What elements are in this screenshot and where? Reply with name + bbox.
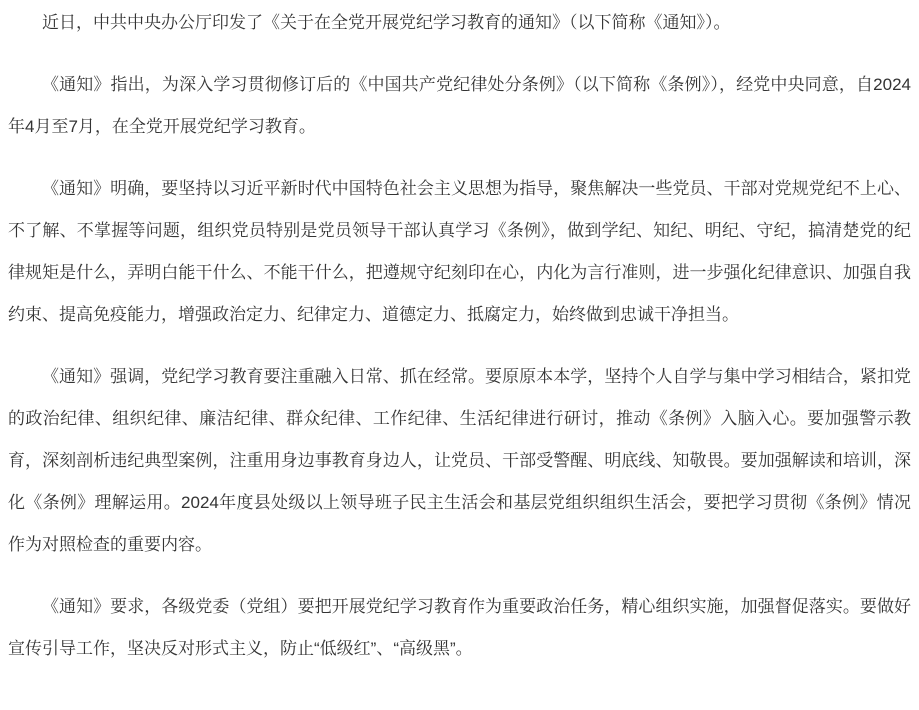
paragraph: 近日，中共中央办公厅印发了《关于在全党开展党纪学习教育的通知》（以下简称《通知》）。 <box>42 13 731 32</box>
paragraph: 《通知》强调，党纪学习教育要注重融入日常、抓在经常。要原原本本学，坚持个人自学与集中学习相结合，紧扣党的政治纪律、组织纪律、廉洁纪律、群众纪律、工作纪律、生活纪律进行研讨，推动《条例》入脑入心。要加强警示教育，深刻剖析违纪典型案例，注重用身边事教育身边人，让党员、干部受警醒、明底线、知敬畏。要加强解读和培训，深化《条例》理解运用。2024年度县处级以上领导班子民主生活会和基层党组织组织生活会，要把学习贯彻《条例》情况作为对照检查的重要内容。 <box>8 367 911 554</box>
paragraph: 《通知》要求，各级党委（党组）要把开展党纪学习教育作为重要政治任务，精心组织实施，加强督促落实。要做好宣传引导工作，坚决反对形式主义，防止“低级红”、“高级黑”。 <box>8 597 911 658</box>
paragraph: 《通知》明确，要坚持以习近平新时代中国特色社会主义思想为指导，聚焦解决一些党员、干部对党规党纪不上心、不了解、不掌握等问题，组织党员特别是党员领导干部认真学习《条例》，做到学纪、知纪、明纪、守纪，搞清楚党的纪律规矩是什么，弄明白能干什么、不能干什么，把遵规守纪刻印在心，内化为言行准则，进一步强化纪律意识、加强自我约束、提高免疫能力，增强政治定力、纪律定力、道德定力、抵腐定力，始终做到忠诚干净担当。 <box>8 179 911 324</box>
paragraph: 《通知》指出，为深入学习贯彻修订后的《中国共产党纪律处分条例》（以下简称《条例》），经党中央同意，自2024年4月至7月，在全党开展党纪学习教育。 <box>8 75 911 136</box>
